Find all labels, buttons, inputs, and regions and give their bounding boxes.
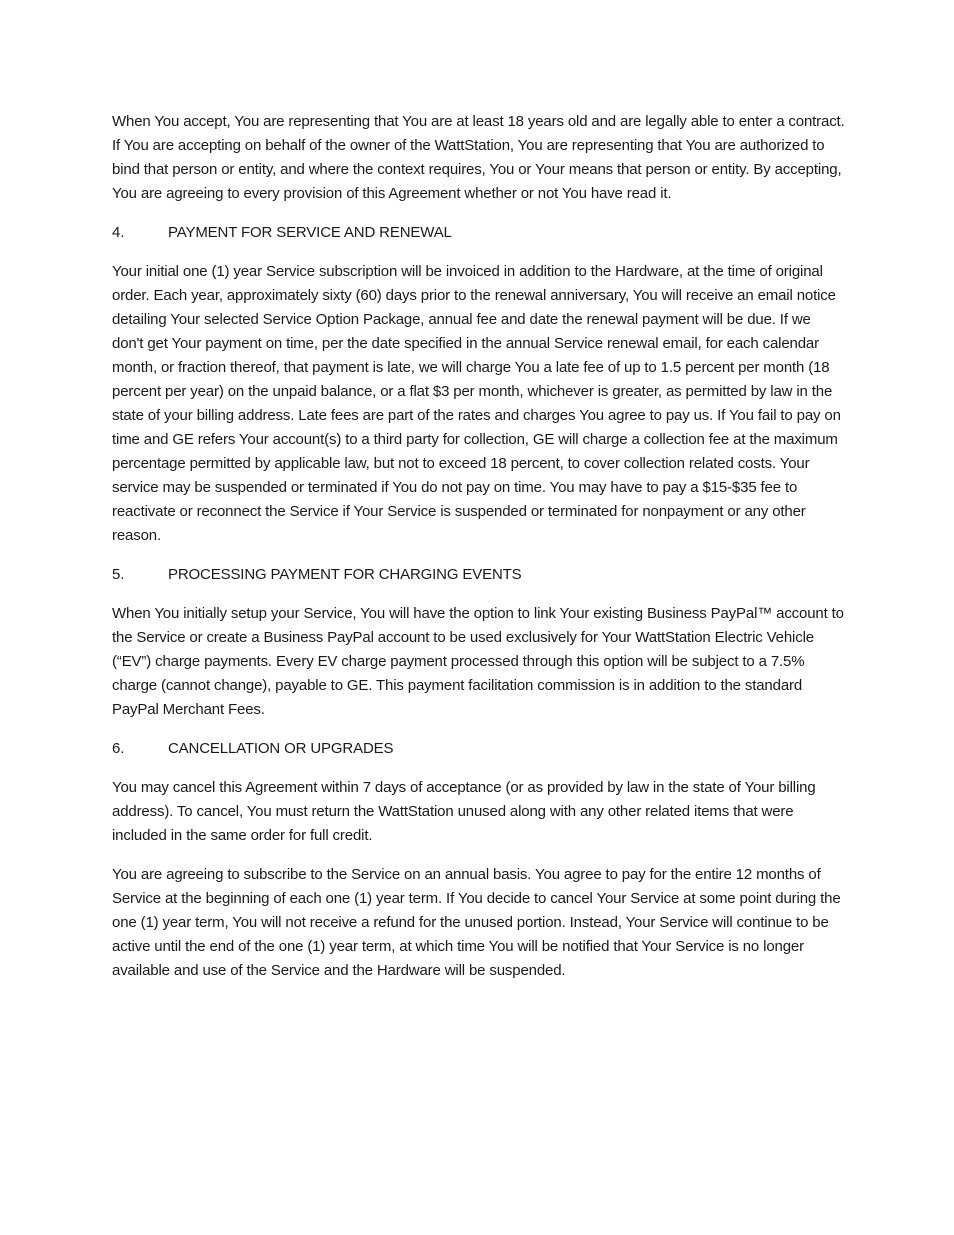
- section-5-paragraph: When You initially setup your Service, You will have the option to link Your existing Business PayPal™ account to the Service or create a Business PayPal account to be used exclusively for Your WattStation Electric Vehicle (“EV”) charge payments. Every EV charge payment processed through this option will be subject to a 7.5% charge (cannot change), payable to GE. This payment facilitation commission is in addition to the standard PayPal Merchant Fees.: [112, 605, 844, 718]
- section-title: PAYMENT FOR SERVICE AND RENEWAL: [168, 224, 452, 241]
- section-number: 5.: [112, 566, 125, 583]
- section-title: CANCELLATION OR UPGRADES: [168, 740, 394, 757]
- intro-paragraph: When You accept, You are representing that You are at least 18 years old and are legally able to enter a contract. If You are accepting on behalf of the owner of the WattStation, You are representing that You are authorized to bind that person or entity, and where the context requires, You or Your means that person or entity. By accepting, You are agreeing to every provision of this Agreement whether or not You have read it.: [112, 113, 845, 202]
- section-6-paragraph-1: You may cancel this Agreement within 7 days of acceptance (or as provided by law in the state of Your billing address). To cancel, You must return the WattStation unused along with any other related items that were included in the same order for full credit.: [112, 779, 816, 844]
- document-page: [112, 110, 846, 998]
- section-6-heading: [112, 737, 846, 761]
- section-title: PROCESSING PAYMENT FOR CHARGING EVENTS: [168, 566, 522, 583]
- section-4-heading: [112, 221, 846, 245]
- section-4-paragraph: Your initial one (1) year Service subscription will be invoiced in addition to the Hardware, at the time of original order. Each year, approximately sixty (60) days prior to the renewal anniversary, You will receive an email notice detailing Your selected Service Option Package, annual fee and date the renewal payment will be due. If we don't get Your payment on time, per the date specified in the annual Service renewal email, for each calendar month, or fraction thereof, that payment is late, we will charge You a late fee of up to 1.5 percent per month (18 percent per year) on the unpaid balance, or a flat $3 per month, whichever is greater, as permitted by law in the state of your billing address. Late fees are part of the rates and charges You agree to pay us. If You fail to pay on time and GE refers Your account(s) to a third party for collection, GE will charge a collection fee at the maximum percentage permitted by applicable law, but not to exceed 18 percent, to cover collection related costs. Your service may be suspended or terminated if You do not pay on time. You may have to pay a $15-$35 fee to reactivate or reconnect the Service if Your Service is suspended or terminated for nonpayment or any other reason.: [112, 263, 841, 544]
- section-5-heading: [112, 563, 846, 587]
- section-number: 4.: [112, 224, 125, 241]
- section-6-paragraph-2: You are agreeing to subscribe to the Service on an annual basis. You agree to pay for the entire 12 months of Service at the beginning of each one (1) year term. If You decide to cancel Your Service at some point during the one (1) year term, You will not receive a refund for the unused portion. Instead, Your Service will continue to be active until the end of the one (1) year term, at which time You will be notified that Your Service is no longer available and use of the Service and the Hardware will be suspended.: [112, 866, 841, 979]
- section-number: 6.: [112, 740, 125, 757]
